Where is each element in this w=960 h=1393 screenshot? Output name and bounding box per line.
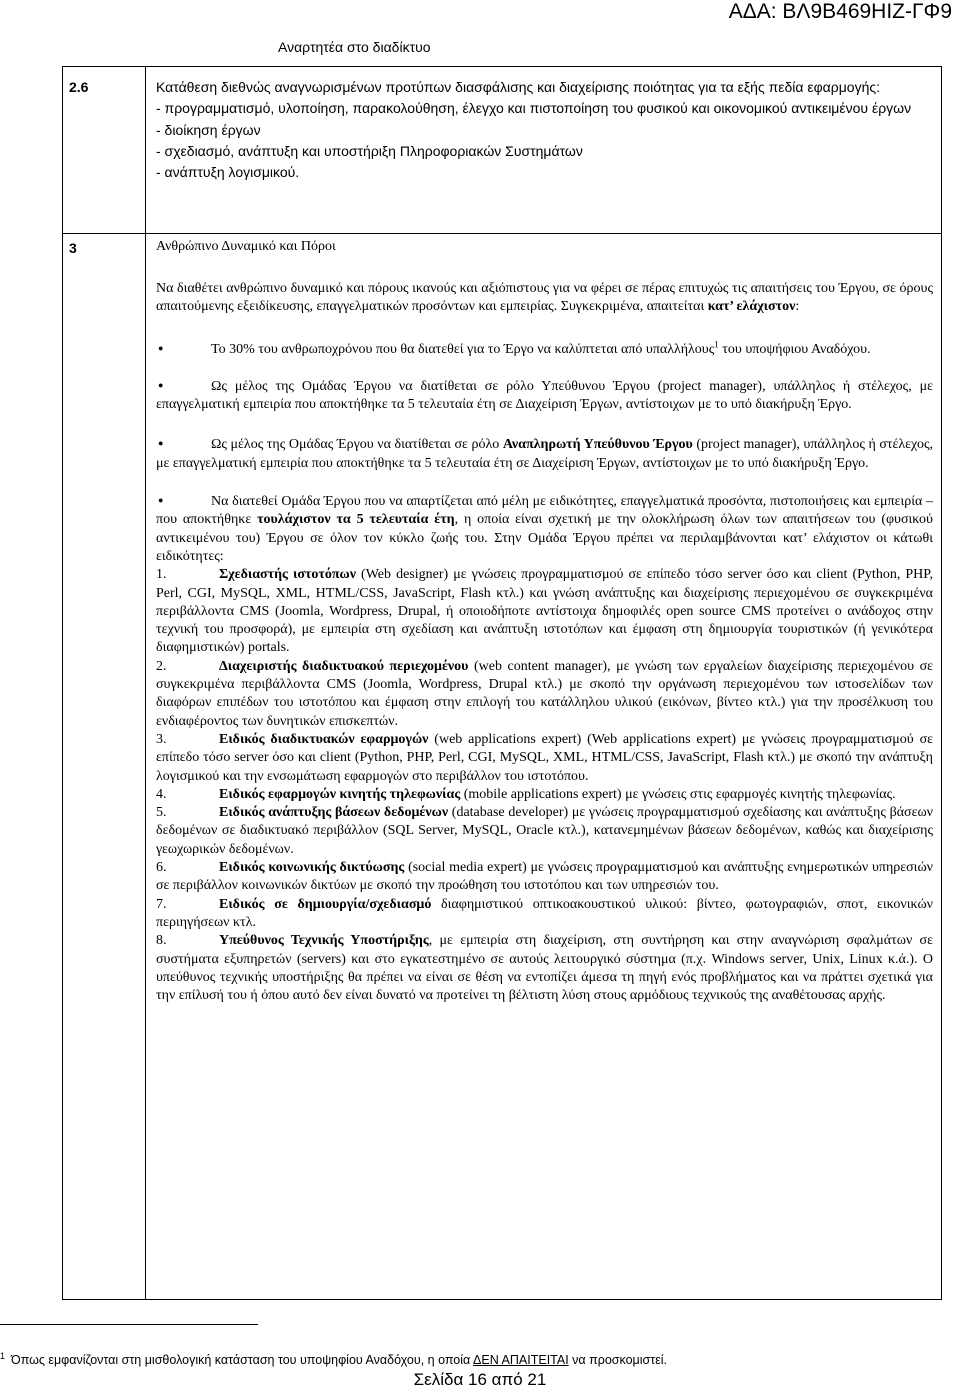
role-paragraph	[156, 896, 933, 933]
bullet-paragraph	[156, 376, 933, 415]
list-item	[156, 786, 933, 804]
role-paragraph	[156, 932, 933, 1005]
role-text: (web content manager), με γνώση των εργαλείων διαχείρισης περιεχομένου σε συγκεκριμένα περιβάλλοντα CMS (Joomla, Wordpress, Drupal κτλ.) με σκοπό την οργάνωση περιεχομένου των ιστοσελίδων των διαφόρων επιπέδων του ιστοτόπου και έμφαση στην επιλογή του κατάλληλου υλικού (εικόνων, βίντεο κτλ.) για την προσέλκυση του ενδιαφέροντος των δυνητικών επισκεπτών.	[156, 658, 934, 729]
row-number: 2.6	[63, 67, 146, 234]
list-item	[156, 804, 933, 859]
role-text: (social media expert) με γνώσεις προγραμματισμού και ανάπτυξης ενημερωτικών υπηρεσιών σε περιβάλλον κοινωνικών δικτύων με σκοπό την προώθηση του ιστοτόπου και των υπηρεσιών του.	[156, 860, 933, 894]
bullet-text: Ως μέλος της Ομάδας Έργου να διατίθεται σε ρόλο	[211, 437, 503, 453]
bullet-text: Να διατεθεί Ομάδα Έργου που να απαρτίζεται από μέλη με ειδικότητες, επαγγελματικά προσόντα, πιστοποιήσεις και εμπειρία –που αποκτήθηκε	[156, 494, 933, 528]
page-number: Σελίδα 16 από 21	[413, 1370, 547, 1389]
list-item	[156, 566, 933, 657]
bullet-icon: ●	[158, 438, 164, 449]
intro-end: :	[795, 299, 800, 315]
list-item	[156, 731, 933, 786]
requirements-table	[62, 66, 942, 1300]
quality-standards-cell	[146, 67, 942, 234]
role-paragraph	[156, 804, 933, 859]
list-item	[156, 658, 933, 731]
list-item	[156, 434, 933, 473]
role-text: διαφημιστικού οπτικοακουστικού υλικού: βίντεο, φωτογραφιών, σποτ, εικονικών περιηγήσεων κτλ.	[156, 896, 933, 930]
role-text: (mobile applications expert) με γνώσεις στις εφαρμογές κινητής τηλεφωνίας.	[460, 786, 896, 802]
list-item	[156, 932, 933, 1005]
role-title: Υπεύθυνος Τεχνικής Υποστήριξης	[219, 933, 429, 949]
role-paragraph	[156, 859, 933, 896]
role-paragraph	[156, 658, 933, 731]
role-text: (database developer) με γνώσεις προγραμματισμού σχεδίασης και ανάπτυξης βάσεων δεδομένων σε διαδικτυακό περιβάλλον (SQL Server, MySQL, Oracle κτλ.), κατανεμημένων βάσεων δεδομένων, καθώς και διαχείρισης γεωχωρικών δεδομένων.	[156, 805, 933, 857]
role-title: Ειδικός διαδικτυακών εφαρμογών	[219, 731, 429, 747]
role-title: Σχεδιαστής ιστοτόπων	[219, 567, 357, 583]
posted-online-label: Αναρτητέα στο διαδίκτυο	[278, 39, 431, 55]
quality-line: Κατάθεση διεθνώς αναγνωρισμένων προτύπων διασφάλισης και διαχείρισης ποιότητας για τα εξής πεδία εφαρμογής:	[156, 79, 881, 95]
bullet-text: , η οποία είναι σχετική με την ολοκλήρωση όλων των απαιτήσεων του (φυσικού αντικειμένου του) Έργου σε όλον τον κύκλο ζωής του. Στην Ομάδα Έργου πρέπει να περιλαμβάνονται κατ’ ελάχιστον οι κάτωθι ειδικότητες:	[156, 512, 933, 564]
requirements-list	[156, 339, 933, 567]
list-item	[156, 859, 933, 896]
quality-line: - σχεδιασμό, ανάπτυξη και υποστήριξη Πληροφοριακών Συστημάτων	[156, 142, 583, 159]
bullet-icon: ●	[158, 495, 164, 506]
list-item	[156, 339, 933, 359]
role-number: 2.	[156, 658, 167, 674]
list-item	[156, 491, 933, 566]
role-title: Ειδικός εφαρμογών κινητής τηλεφωνίας	[219, 786, 461, 802]
bullet-icon: ●	[158, 379, 164, 390]
section-heading: Ανθρώπινο Δυναμικό και Πόροι	[156, 239, 336, 254]
bullet-text: (project manager), υπάλληλος ή στέλεχος, με επαγγελματική εμπειρία που αποκτήθηκε τα 5 τελευταία έτη σε Διαχείριση Έργων, αντίστοιχων με το υπό διακήρυξη Έργο.	[156, 437, 933, 471]
role-text: (Web designer) με γνώσεις προγραμματισμού σε επίπεδο τόσο server όσο και client (Python, PHP, Perl, CGI, MySQL, XML, HTML/CSS, JavaScript, Flash κτλ.) και γνώση ανάπτυξης και διαχείρισης περιεχομένου σε συγκεκριμένα περιβάλλοντα CMS (Joomla, Wordpress, Drupal, ή οποιοδήποτε αντίστοιχα δημοφιλές open source CMS προτείνει ο ανάδοχος στην τεχνική του προσφορά), με εμπειρία στη σχεδίαση και ανάπτυξη ιστοτόπων και έμφαση στη δημιουργία τουριστικών (ή γενικότερα διαφημιστικών) portals.	[156, 567, 933, 656]
row-number: 3	[63, 234, 146, 1300]
list-item	[156, 896, 933, 933]
role-paragraph	[156, 786, 933, 804]
ada-code: ΑΔΑ: ΒΛ9Β469ΗΙΖ-ΓΦ9	[728, 0, 952, 23]
intro-bold: κατ’ ελάχιστον	[707, 299, 796, 315]
bullet-bold: Αναπληρωτή Υπεύθυνου Έργου	[502, 437, 693, 453]
bullet-paragraph	[156, 491, 933, 566]
table-row	[63, 234, 942, 1300]
role-title: Ειδικός κοινωνικής δικτύωσης	[219, 860, 405, 876]
bullet-text: Το 30% του ανθρωποχρόνου που θα διατεθεί για το Έργο να καλύπτεται από υπαλλήλους	[211, 341, 715, 357]
bullet-paragraph	[156, 339, 933, 359]
bullet-paragraph	[156, 434, 933, 473]
footnote-underlined: ΔΕΝ ΑΠΑΙΤΕΙΤΑΙ	[473, 1353, 569, 1367]
table-row	[63, 67, 942, 234]
role-paragraph	[156, 566, 933, 657]
role-title: Ειδικός σε δημιουργία/σχεδιασμό	[219, 896, 432, 912]
role-number: 4.	[156, 786, 167, 802]
role-number: 6.	[156, 860, 167, 876]
intro-text: Να διαθέτει ανθρώπινο δυναμικό και πόρους ικανούς και αξιόπιστους για να φέρει σε πέρας επιτυχώς τις απαιτήσεις του Έργου, σε όρους απαιτούμενης εξειδίκευσης, επαγγελματικών προσόντων και εμπειρίας. Συγκεκριμένα, απαιτείται	[156, 281, 933, 315]
role-number: 7.	[156, 896, 167, 912]
role-number: 5.	[156, 805, 167, 821]
roles-list	[156, 566, 933, 1005]
role-text: (web applications expert) (Web applications expert) με γνώσεις προγραμματισμού σε επίπεδο τόσο server όσο και client (Python, PHP, Perl, CGI, MySQL, XML, HTML/CSS, JavaScript, Flash κτλ.) με σκοπό την ανάπτυξη λογισμικού και την ενσωμάτωση εφαρμογών στο περιβάλλον του ιστοτόπου.	[156, 731, 934, 784]
footnote-ref: 1	[714, 338, 719, 349]
role-title: Ειδικός ανάπτυξης βάσεων δεδομένων	[219, 805, 449, 821]
bullet-text: του υποψήφιου Αναδόχου.	[718, 341, 871, 357]
quality-line: - ανάπτυξη λογισμικού.	[156, 164, 300, 181]
footnote-text: Όπως εμφανίζονται στη μισθολογική κατάσταση του υποψηφίου Αναδόχου, η οποία	[11, 1353, 474, 1367]
intro-paragraph	[156, 280, 933, 317]
role-number: 8.	[156, 933, 167, 949]
role-title: Διαχειριστής διαδικτυακού περιεχομένου	[219, 658, 469, 674]
human-resources-cell	[146, 234, 942, 1300]
quality-line: - προγραμματισμό, υλοποίηση, παρακολούθηση, έλεγχο και πιστοποίηση του φυσικού και οικονομικού αντικειμένου έργων	[156, 100, 912, 117]
quality-line: - διοίκηση έργων	[156, 121, 261, 138]
role-paragraph	[156, 731, 933, 786]
role-text: , με εμπειρία στη διαχείριση, στη συντήρηση και στην αναγνώριση σφαλμάτων σε συστήματα εξυπηρετών (servers) και στο εγκατεστημένο σε αυτούς λειτουργικό σύστημα (π.χ. Windows server, Unix, Linux κ.ά.). Ο υπεύθυνος τεχνικής υποστήριξης θα πρέπει να είναι σε θέση να εντοπίζει άμεσα τη πηγή ενός προβλήματος και να πράττει σχετικά για την επίλυσή του ή όπου αυτό δεν είναι δυνατό να προτείνει τη βέλτιστη λύση στους αρμόδιους τεχνικούς της αναθέτουσας αρχής.	[156, 933, 933, 1004]
role-number: 1.	[156, 567, 167, 583]
footnote-divider	[0, 1324, 258, 1325]
footnote	[0, 1348, 667, 1368]
bullet-text: Ως μέλος της Ομάδας Έργου να διατίθεται σε ρόλο Υπεύθυνου Έργου (project manager), υπάλληλος ή στέλεχος, με επαγγελματική εμπειρία που αποκτήθηκε τα 5 τελευταία έτη σε Διαχείριση Έργων, αντίστοιχων με το υπό διακήρυξη Έργο.	[156, 378, 933, 413]
bullet-icon: ●	[158, 342, 164, 353]
bullet-bold: τουλάχιστον τα 5 τελευταία έτη	[257, 512, 455, 528]
role-number: 3.	[156, 731, 167, 747]
footnote-text: να προσκομιστεί.	[568, 1353, 668, 1367]
list-item	[156, 376, 933, 415]
footnote-mark: 1	[0, 1351, 6, 1361]
